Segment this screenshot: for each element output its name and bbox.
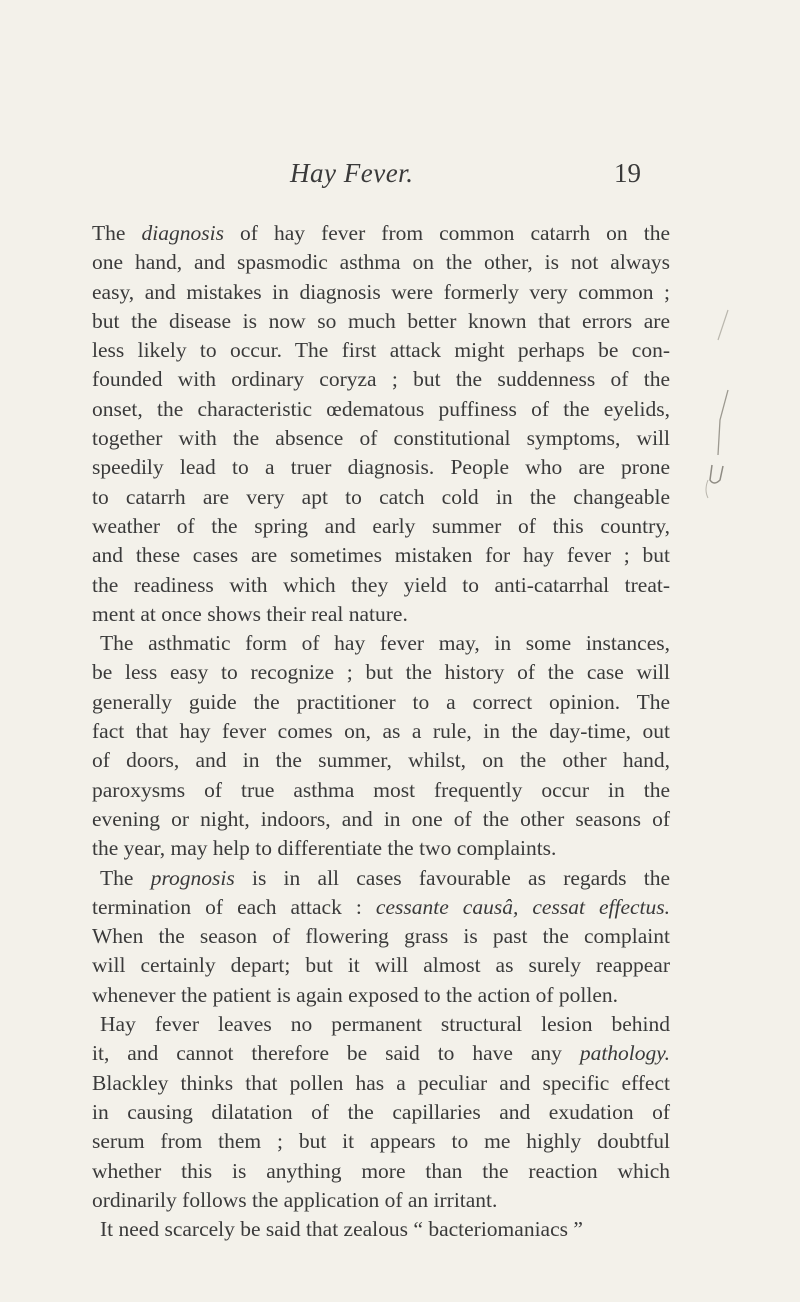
- text-line: [92, 717, 670, 746]
- italic-text: cessante causâ, cessat effectus.: [375, 894, 671, 919]
- text-run: and these cases are sometimes mistaken for hay fever ; but: [92, 543, 670, 568]
- text-line: [92, 1039, 670, 1068]
- text-run: fact that hay fever comes on, as a rule, in the day-time, out: [92, 719, 670, 744]
- text-run: The asthmatic form of hay fever may, in some instances,: [100, 631, 670, 656]
- text-line: [92, 512, 670, 541]
- text-line: [92, 1127, 670, 1156]
- text-run: easy, and mistakes in diagnosis were formerly very common ;: [92, 279, 670, 304]
- text-run: speedily lead to a truer diagnosis. People who are prone: [92, 455, 670, 480]
- italic-text: diagnosis: [141, 221, 224, 245]
- text-run: ordinarily follows the application of an irritant.: [92, 1187, 498, 1212]
- text-line: [92, 1098, 670, 1127]
- text-run: It need scarcely be said that zealous “ bacteriomaniacs ”: [100, 1217, 583, 1242]
- text-run: founded with ordinary coryza ; but the suddenness of the: [92, 367, 670, 392]
- text-line: [92, 571, 670, 600]
- text-run: serum from them ; but it appears to me highly doubtful: [92, 1129, 670, 1154]
- text-run: together with the absence of constitutional symptoms, will: [92, 426, 670, 451]
- text-line: [92, 424, 670, 453]
- text-line: [92, 336, 670, 365]
- text-line: [92, 278, 670, 307]
- text-line: [92, 981, 670, 1010]
- text-run: one hand, and spasmodic asthma on the other, is not always: [92, 250, 670, 275]
- text-line: [92, 307, 670, 336]
- page-number: 19: [614, 158, 641, 188]
- text-line: [92, 746, 670, 775]
- text-line: [92, 688, 670, 717]
- text-run: whenever the patient is again exposed to the action of pollen.: [92, 982, 618, 1007]
- italic-text: pathology.: [579, 1041, 670, 1066]
- text-run: the readiness with which they yield to anti-catarrhal treat-: [92, 572, 670, 597]
- text-line: [92, 600, 670, 629]
- text-line: [92, 365, 670, 394]
- text-run: The: [92, 221, 142, 245]
- text-run: termination of each attack :: [92, 894, 376, 919]
- text-run: Hay fever leaves no permanent structural lesion behind: [100, 1012, 670, 1037]
- text-run: it, and cannot therefore be said to have any: [92, 1041, 580, 1066]
- text-line: [92, 541, 670, 570]
- text-run: When the season of flowering grass is past the complaint: [92, 924, 670, 949]
- text-run: will certainly depart; but it will almost as surely reappear: [92, 953, 670, 978]
- text-run: less likely to occur. The first attack might perhaps be con-: [92, 338, 670, 363]
- text-run: but the disease is now so much better known that errors are: [92, 308, 670, 333]
- text-run: onset, the characteristic œdematous puffiness of the eyelids,: [92, 396, 670, 421]
- text-line: [92, 864, 670, 893]
- text-line: [92, 483, 670, 512]
- text-run: be less easy to recognize ; but the history of the case will: [92, 660, 670, 685]
- text-run: in causing dilatation of the capillaries and exudation of: [92, 1099, 670, 1124]
- text-run: of doors, and in the summer, whilst, on the other hand,: [92, 748, 670, 773]
- text-run: of hay fever from common catarrh on the: [223, 221, 671, 245]
- pencil-margin-mark: [690, 280, 800, 620]
- running-head: [0, 158, 800, 198]
- text-line: [92, 219, 670, 248]
- text-run: is in all cases favourable as regards the: [234, 865, 670, 890]
- text-line: [92, 1215, 670, 1244]
- text-line: [92, 893, 670, 922]
- body-text: [92, 219, 670, 1244]
- text-line: [92, 1157, 670, 1186]
- text-run: generally guide the practitioner to a correct opinion. The: [92, 689, 670, 714]
- text-run: whether this is anything more than the reaction which: [92, 1158, 670, 1183]
- text-line: [92, 395, 670, 424]
- text-line: [92, 629, 670, 658]
- italic-text: prognosis: [150, 865, 235, 890]
- text-line: [92, 1010, 670, 1039]
- text-run: The: [100, 865, 151, 890]
- text-line: [92, 248, 670, 277]
- running-head-title: Hay Fever.: [290, 158, 414, 188]
- text-line: [92, 776, 670, 805]
- text-line: [92, 951, 670, 980]
- text-line: [92, 922, 670, 951]
- text-run: the year, may help to differentiate the two complaints.: [92, 836, 557, 861]
- text-line: [92, 1069, 670, 1098]
- text-run: to catarrh are very apt to catch cold in the changeable: [92, 484, 670, 509]
- text-line: [92, 834, 670, 863]
- text-run: weather of the spring and early summer of this country,: [92, 513, 670, 538]
- text-line: [92, 1186, 670, 1215]
- text-line: [92, 805, 670, 834]
- text-line: [92, 453, 670, 482]
- text-run: paroxysms of true asthma most frequently occur in the: [92, 777, 670, 802]
- text-line: [92, 658, 670, 687]
- text-run: evening or night, indoors, and in one of the other seasons of: [92, 806, 670, 831]
- text-run: ment at once shows their real nature.: [92, 601, 408, 626]
- text-run: Blackley thinks that pollen has a peculiar and specific effect: [92, 1070, 670, 1095]
